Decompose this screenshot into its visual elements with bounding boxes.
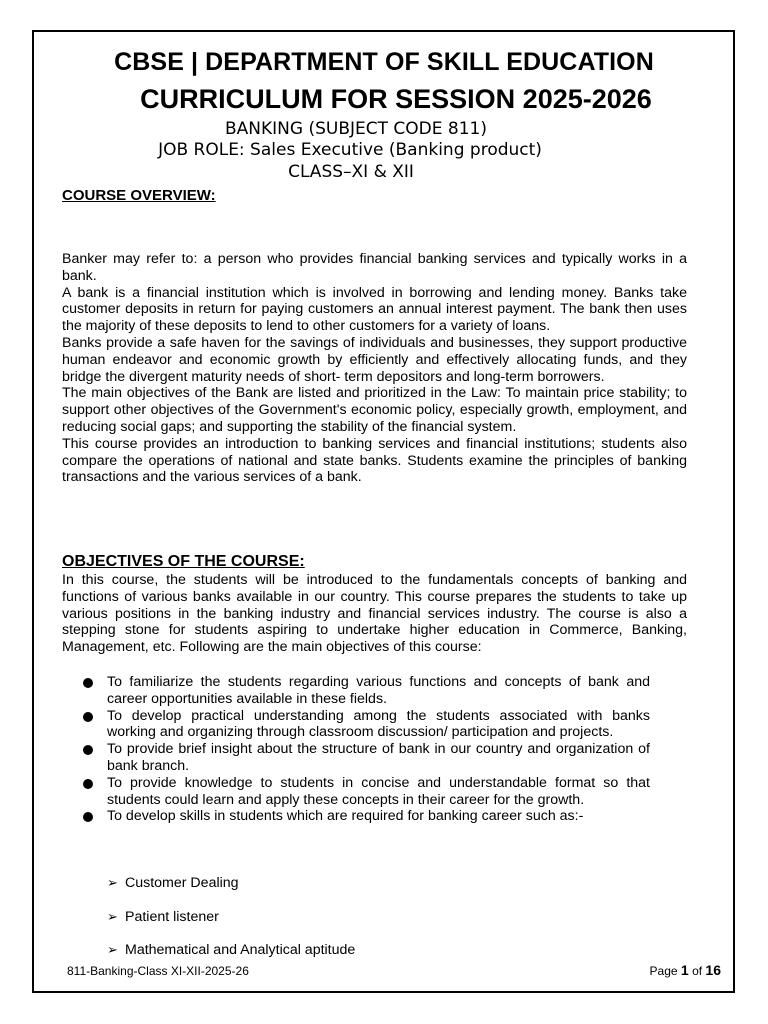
arrow-bullet-icon: ➢ [107, 908, 118, 924]
list-item [107, 909, 355, 943]
list-item [80, 741, 650, 775]
current-page: 1 [680, 962, 689, 978]
class-label: CLASS–XI & XII [288, 162, 414, 182]
bullet-dot-icon [83, 812, 93, 822]
list-item [107, 875, 355, 909]
header-title-line1: CBSE | DEPARTMENT OF SKILL EDUCATION [114, 48, 654, 76]
overview-paragraph: This course provides an introduction to banking services and financial institutions; students also compare the operations of national and state banks. Students examine the principles of banking transactions and the various services of a bank. [62, 435, 687, 486]
course-overview-heading: COURSE OVERVIEW: [62, 187, 216, 204]
course-overview-body [62, 251, 687, 486]
page-label: Page [649, 964, 678, 978]
overview-paragraph: A bank is a financial institution which is involved in borrowing and lending money. Banks take customer deposits in return for paying customers an annual interest payment. The bank then uses the majority of these deposits to lend to other customers for a variety of loans. [62, 284, 687, 335]
footer-document-id: 811-Banking-Class XI-XII-2025-26 [67, 964, 249, 978]
objectives-list [80, 674, 650, 825]
list-item-text: To provide brief insight about the structure of bank in our country and organization of bank branch. [107, 741, 650, 774]
job-role: JOB ROLE: Sales Executive (Banking product) [158, 140, 542, 160]
of-label: of [692, 964, 703, 978]
list-item [80, 808, 650, 825]
overview-paragraph: The main objectives of the Bank are listed and prioritized in the Law: To maintain price stability; to support other objectives of the Government's economic policy, especially growth, employment, and reducing social gaps; and supporting the stability of the financial system. [62, 385, 687, 435]
arrow-bullet-icon: ➢ [107, 875, 118, 890]
objectives-intro: In this course, the students will be introduced to the fundamentals concepts of banking and functions of various banks available in our country. This course prepares the students to take up various positions in the banking industry and financial services industry. The course is also a stepping stone for students aspiring to undertake higher education in Commerce, Banking, Management, etc. Following are the main objectives of this course: [62, 572, 687, 656]
list-item-text: Customer Dealing [125, 875, 239, 891]
bullet-dot-icon [83, 678, 93, 688]
subject-code: BANKING (SUBJECT CODE 811) [225, 119, 487, 139]
overview-paragraph: Banker may refer to: a person who provides financial banking services and typically works in a bank. [62, 251, 687, 284]
list-item-text: To familiarize the students regarding various functions and concepts of bank and career opportunities available in these fields. [107, 674, 650, 707]
bullet-dot-icon [83, 712, 93, 722]
list-item [80, 775, 650, 809]
list-item [80, 674, 650, 708]
skills-list [107, 875, 355, 976]
list-item-text: To develop skills in students which are required for banking career such as:- [107, 808, 584, 825]
list-item-text: Patient listener [125, 908, 219, 925]
list-item-text: To develop practical understanding among the students associated with banks working and organizing through classroom discussion/ participation and projects. [107, 707, 650, 741]
objectives-heading: OBJECTIVES OF THE COURSE: [62, 553, 305, 570]
overview-paragraph: Banks provide a safe haven for the savings of individuals and businesses, they support productive human endeavor and economic growth by efficiently and effectively allocating funds, and they bridge the divergent maturity needs of short- term depositors and long-term borrowers. [62, 334, 687, 385]
list-item [80, 708, 650, 742]
header-title-line2: CURRICULUM FOR SESSION 2025-2026 [140, 84, 652, 114]
list-item-text: To provide knowledge to students in concise and understandable format so that students could learn and apply these concepts in their career for the growth. [107, 774, 650, 808]
arrow-bullet-icon: ➢ [107, 942, 118, 957]
bullet-dot-icon [83, 745, 93, 755]
bullet-dot-icon [83, 779, 93, 789]
total-pages: 16 [705, 962, 721, 978]
list-item-text: Mathematical and Analytical aptitude [125, 942, 356, 958]
footer-page-number [650, 962, 721, 978]
